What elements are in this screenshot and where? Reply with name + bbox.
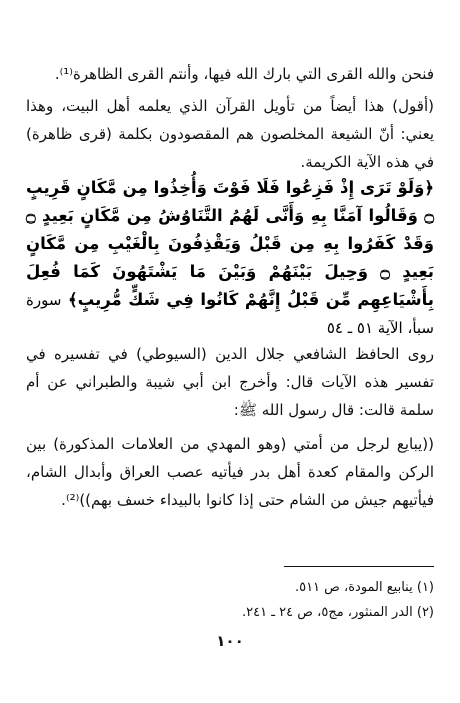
footnote-1: (١) ينابيع المودة، ص ٥١١. — [294, 580, 434, 595]
paragraph-opening: فنحن والله القرى التي بارك الله فيها، وأنتم القرى الظاهرة⁽¹⁾. — [54, 65, 434, 83]
paragraph-narration: روى الحافظ الشافعي جلال الدين (السيوطي) في تفسيره في تفسير هذه الآيات قال: وأخرج ابن أبي شيبة والطبراني عن أم سلمة قالت: قال رسول الله ﷺ: — [26, 345, 434, 419]
quran-reference: سورة سبأ، الآية ٥١ ـ ٥٤ — [26, 291, 434, 337]
quran-verse — [26, 174, 434, 342]
page-number: ١٠٠ — [216, 632, 244, 650]
paragraph-commentary: (أقول) هذا أيضاً من تأويل القرآن الذي يعلمه أهل البيت، وهذا يعني: أنّ الشيعة المخلصون هم المقصودون بكلمة (قرى ظاهرة) في هذه الآية الكريمة. — [26, 97, 434, 171]
footnote-2: (٢) الدر المنثور، مج٥، ص ٢٤ ـ ٢٤١. — [242, 605, 434, 620]
quran-verse-text: ﴿وَلَوْ تَرَى إِذْ فَزِعُوا فَلَا فَوْتَ وَأُخِذُوا مِن مَّكَانٍ قَرِيبٍ ۝ وَقَالُوا آمَنَّا بِهِ وَأَنَّى لَهُمُ التَّنَاوُشُ مِن مَّكَانٍ بَعِيدٍ ۝ وَقَدْ كَفَرُوا بِهِ مِن قَبْلُ وَيَقْذِفُونَ بِالْغَيْبِ مِن مَّكَانٍ بَعِيدٍ ۝ وَحِيلَ بَيْنَهُمْ وَبَيْنَ مَا يَشْتَهُونَ كَمَا فُعِلَ بِأَشْيَاعِهِم مِّن قَبْلُ إِنَّهُمْ كَانُوا فِي شَكٍّ مُّرِيبٍ﴾ — [26, 178, 435, 309]
paragraph-hadith: ((يبايع لرجل من أمتي (وهو المهدي من العلامات المذكورة) بين الركن والمقام كعدة أهل بدر فيأتيه عصب العراق وأبدال الشام، فيأتيهم جيش من الشام حتى إذا كانوا بالبيداء خسف بهم))⁽²⁾. — [26, 435, 434, 509]
footnote-divider — [284, 566, 434, 567]
